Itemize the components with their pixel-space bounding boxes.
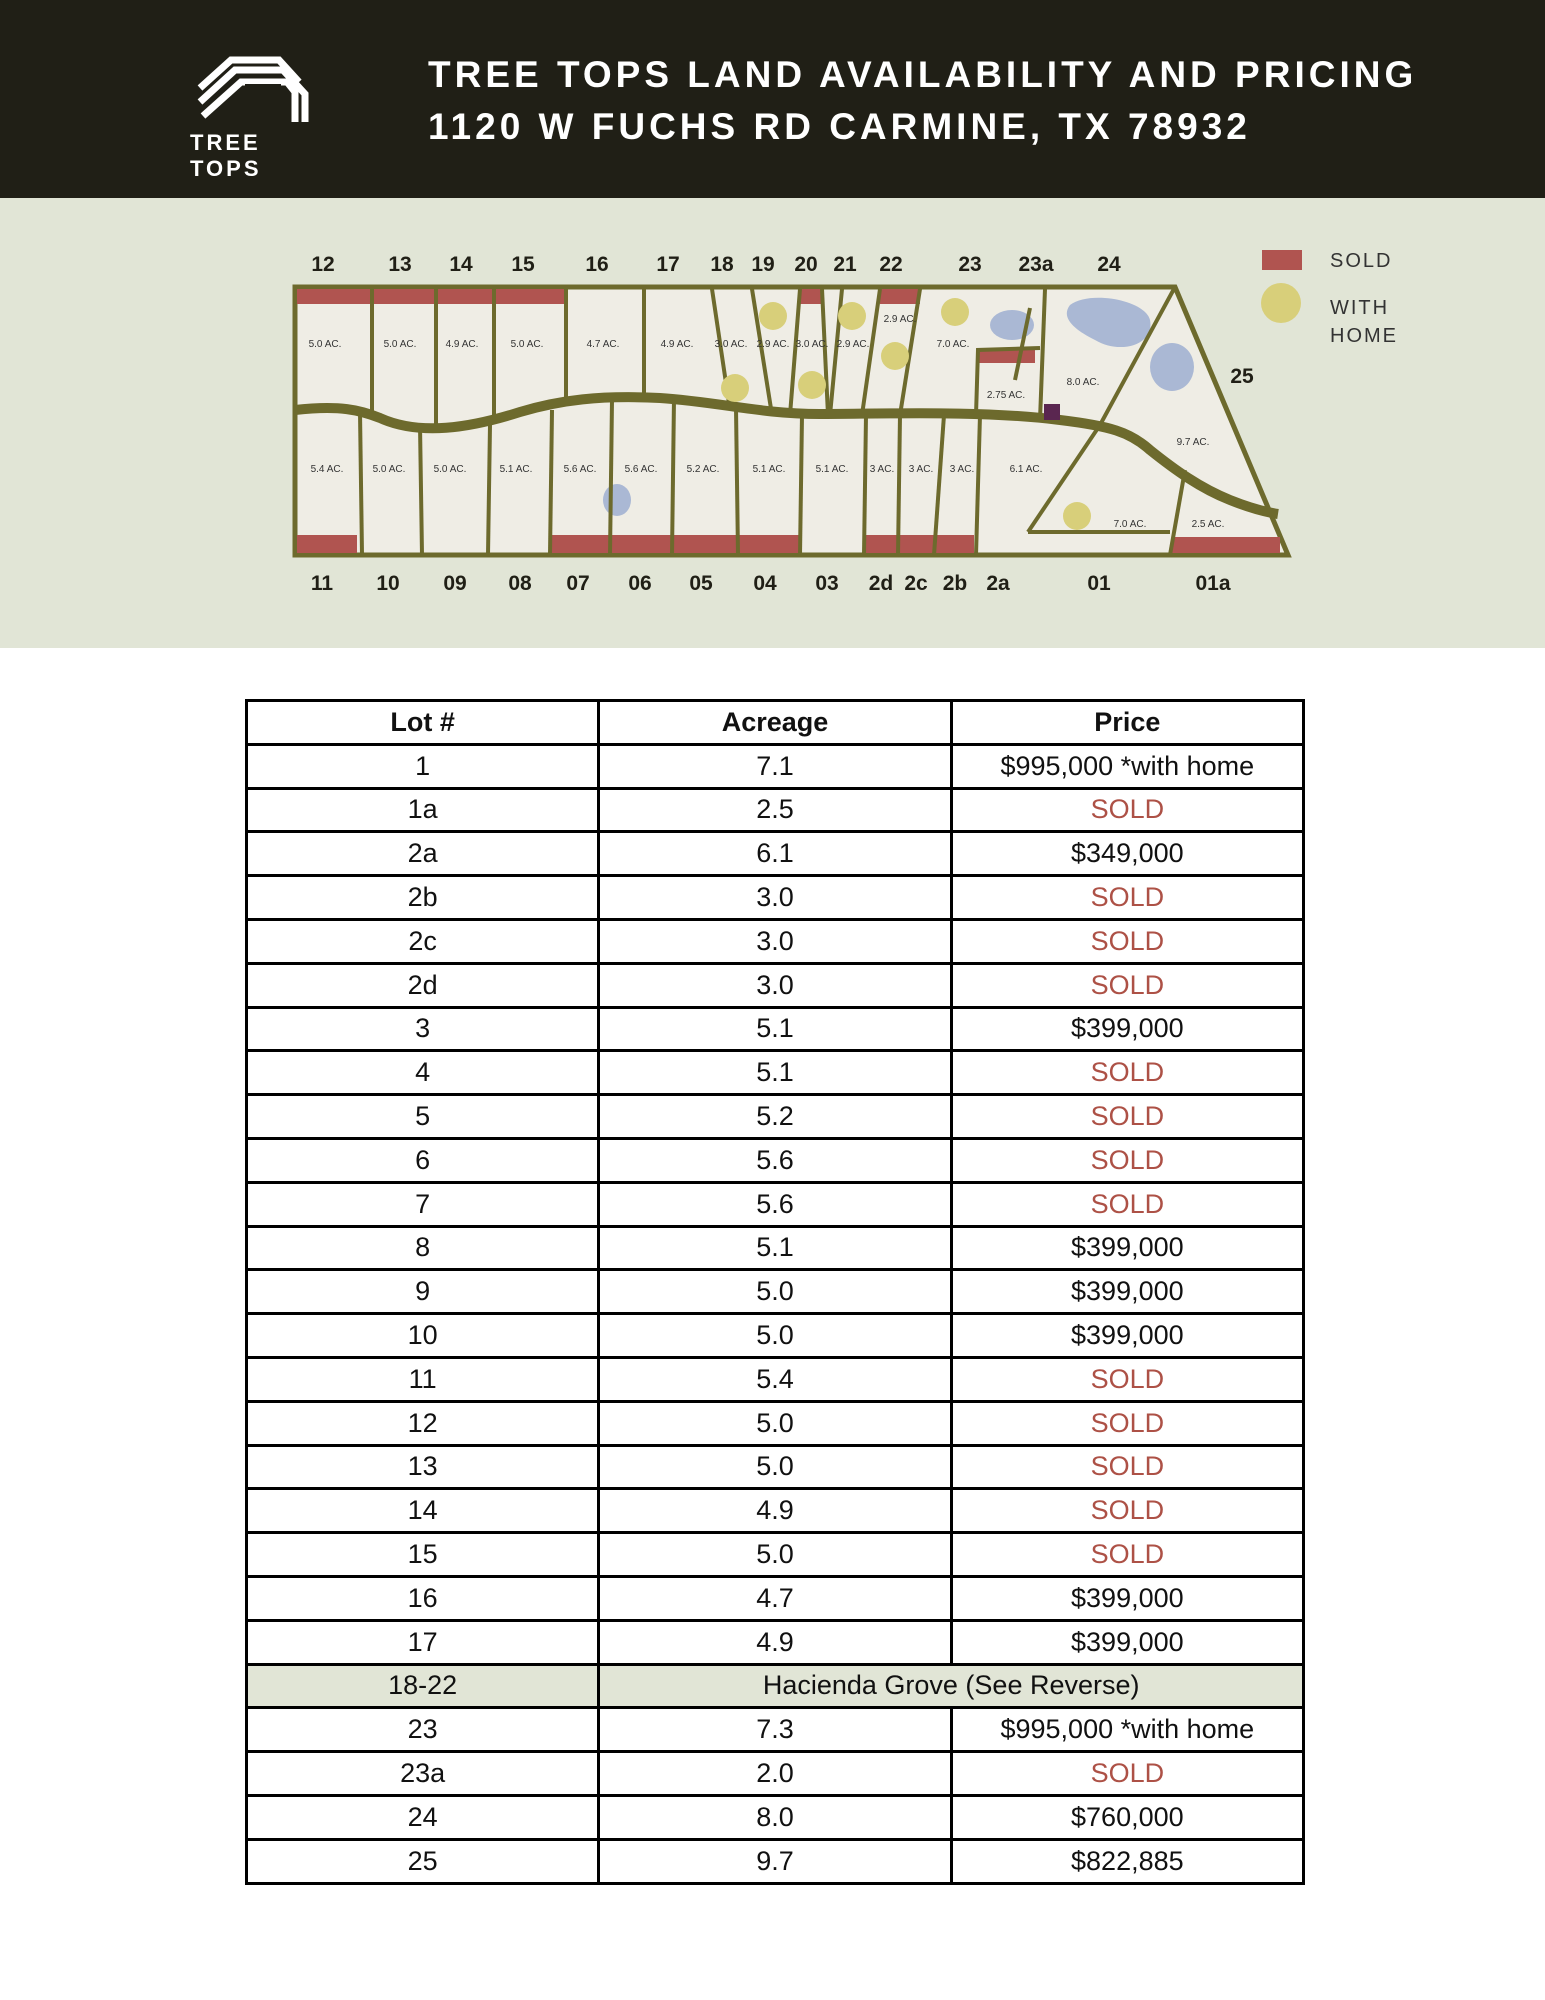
acreage-cell: 5.1 [599, 1226, 951, 1270]
table-row [247, 1314, 1304, 1358]
svg-text:5.1 AC.: 5.1 AC. [499, 464, 533, 475]
svg-text:07: 07 [566, 572, 590, 595]
price-cell-sold: SOLD [951, 1138, 1303, 1182]
lot-cell: 2a [247, 832, 599, 876]
svg-text:16: 16 [585, 253, 609, 276]
lot-cell: 1 [247, 744, 599, 788]
svg-text:05: 05 [689, 572, 713, 595]
map-legend [1261, 250, 1398, 347]
pricing-table [245, 699, 1305, 1885]
lot-cell: 14 [247, 1489, 599, 1533]
price-cell-sold: SOLD [951, 1489, 1303, 1533]
table-row [247, 1226, 1304, 1270]
price-cell-sold: SOLD [951, 1445, 1303, 1489]
lot-cell: 8 [247, 1226, 599, 1270]
svg-text:7.0 AC.: 7.0 AC. [936, 339, 970, 350]
table-row [247, 1795, 1304, 1839]
svg-text:25: 25 [1230, 365, 1254, 388]
hacienda-grove-note: Hacienda Grove (See Reverse) [599, 1664, 1304, 1708]
svg-text:2.9 AC.: 2.9 AC. [883, 314, 917, 325]
svg-text:9.7 AC.: 9.7 AC. [1176, 437, 1210, 448]
table-row [247, 1708, 1304, 1752]
lot-cell: 25 [247, 1839, 599, 1883]
svg-text:2b: 2b [942, 572, 968, 595]
table-row [247, 1401, 1304, 1445]
lot-cell: 7 [247, 1182, 599, 1226]
logo-text: TREE TOPS [190, 130, 262, 181]
price-cell: $995,000 *with home [951, 1708, 1303, 1752]
price-cell: $995,000 *with home [951, 744, 1303, 788]
column-header-acreage: Acreage [599, 701, 951, 745]
price-cell-sold: SOLD [951, 1051, 1303, 1095]
svg-text:7.0 AC.: 7.0 AC. [1113, 519, 1147, 530]
svg-text:23: 23 [958, 253, 982, 276]
price-cell: $399,000 [951, 1314, 1303, 1358]
table-row [247, 1051, 1304, 1095]
price-cell: $399,000 [951, 1620, 1303, 1664]
svg-text:5.1 AC.: 5.1 AC. [815, 464, 849, 475]
table-row [247, 1445, 1304, 1489]
svg-text:09: 09 [443, 572, 467, 595]
svg-text:5.6 AC.: 5.6 AC. [563, 464, 597, 475]
acreage-cell: 4.7 [599, 1576, 951, 1620]
table-row [247, 1138, 1304, 1182]
acreage-cell: 5.1 [599, 1007, 951, 1051]
svg-text:17: 17 [656, 253, 680, 276]
svg-text:5.0 AC.: 5.0 AC. [433, 464, 467, 475]
lot-cell: 16 [247, 1576, 599, 1620]
svg-text:5.0 AC.: 5.0 AC. [372, 464, 406, 475]
svg-text:01: 01 [1087, 572, 1111, 595]
price-cell: $399,000 [951, 1270, 1303, 1314]
svg-text:4.9 AC.: 4.9 AC. [445, 339, 479, 350]
lot-cell: 12 [247, 1401, 599, 1445]
svg-text:5.6 AC.: 5.6 AC. [624, 464, 658, 475]
header [0, 0, 1545, 198]
lot-cell: 17 [247, 1620, 599, 1664]
column-header-price: Price [951, 701, 1303, 745]
acreage-cell: 5.0 [599, 1401, 951, 1445]
svg-text:3.0 AC.: 3.0 AC. [795, 339, 829, 350]
acreage-cell: 5.0 [599, 1445, 951, 1489]
svg-text:2.75 AC.: 2.75 AC. [986, 390, 1026, 401]
legend-sold-label: SOLD [1330, 250, 1393, 272]
svg-text:8.0 AC.: 8.0 AC. [1066, 377, 1100, 388]
price-cell: $399,000 [951, 1576, 1303, 1620]
svg-text:20: 20 [794, 253, 818, 276]
acreage-cell: 3.0 [599, 919, 951, 963]
svg-text:08: 08 [508, 572, 532, 595]
acreage-cell: 2.0 [599, 1752, 951, 1796]
table-row [247, 1357, 1304, 1401]
svg-text:5.0 AC.: 5.0 AC. [308, 339, 342, 350]
legend-with-home-label: WITH [1330, 297, 1390, 319]
lot-cell: 23a [247, 1752, 599, 1796]
acreage-cell: 9.7 [599, 1839, 951, 1883]
svg-text:03: 03 [815, 572, 839, 595]
acreage-cell: 5.6 [599, 1182, 951, 1226]
table-row [247, 1489, 1304, 1533]
acreage-cell: 7.3 [599, 1708, 951, 1752]
table-row [247, 919, 1304, 963]
svg-text:06: 06 [628, 572, 652, 595]
svg-text:01a: 01a [1195, 572, 1231, 595]
price-cell-sold: SOLD [951, 1401, 1303, 1445]
acreage-cell: 3.0 [599, 963, 951, 1007]
svg-text:22: 22 [879, 253, 903, 276]
svg-text:21: 21 [833, 253, 857, 276]
price-cell-sold: SOLD [951, 788, 1303, 832]
svg-text:2d: 2d [868, 572, 894, 595]
lot-cell: 13 [247, 1445, 599, 1489]
lot-cell: 10 [247, 1314, 599, 1358]
svg-text:2c: 2c [904, 572, 928, 595]
acreage-cell: 6.1 [599, 832, 951, 876]
price-cell-sold: SOLD [951, 1752, 1303, 1796]
table-row [247, 744, 1304, 788]
svg-text:4.9 AC.: 4.9 AC. [660, 339, 694, 350]
price-cell: $349,000 [951, 832, 1303, 876]
acreage-cell: 4.9 [599, 1489, 951, 1533]
lot-cell: 23 [247, 1708, 599, 1752]
page-subtitle-address: 1120 W FUCHS RD CARMINE, TX 78932 [428, 106, 1251, 147]
svg-text:19: 19 [751, 253, 775, 276]
svg-text:18: 18 [710, 253, 734, 276]
acreage-cell: 5.0 [599, 1314, 951, 1358]
acreage-cell: 5.1 [599, 1051, 951, 1095]
lot-cell: 9 [247, 1270, 599, 1314]
site-plan-map [0, 198, 1545, 648]
svg-text:14: 14 [449, 253, 473, 276]
svg-text:2a: 2a [986, 572, 1010, 595]
table-row [247, 1095, 1304, 1139]
lot-cell: 15 [247, 1533, 599, 1577]
svg-text:04: 04 [753, 572, 777, 595]
price-cell: $822,885 [951, 1839, 1303, 1883]
svg-text:5.4 AC.: 5.4 AC. [310, 464, 344, 475]
lot-cell: 3 [247, 1007, 599, 1051]
lot-cell: 24 [247, 1795, 599, 1839]
svg-text:4.7 AC.: 4.7 AC. [586, 339, 620, 350]
map-bottom-lot-numbers [311, 572, 1231, 595]
lot-cell: 2c [247, 919, 599, 963]
price-cell-sold: SOLD [951, 1357, 1303, 1401]
structure-marker [1044, 404, 1060, 420]
table-header-row [247, 701, 1304, 745]
acreage-cell: 5.0 [599, 1270, 951, 1314]
svg-text:15: 15 [511, 253, 535, 276]
table-row [247, 1576, 1304, 1620]
acreage-cell: 4.9 [599, 1620, 951, 1664]
price-cell-sold: SOLD [951, 1182, 1303, 1226]
acreage-cell: 5.0 [599, 1533, 951, 1577]
svg-text:3 AC.: 3 AC. [869, 464, 895, 475]
lot-cell: 4 [247, 1051, 599, 1095]
table-row [247, 1839, 1304, 1883]
price-cell-sold: SOLD [951, 919, 1303, 963]
svg-text:24: 24 [1097, 253, 1121, 276]
price-cell: $399,000 [951, 1007, 1303, 1051]
column-header-lot: Lot # [247, 701, 599, 745]
svg-text:6.1 AC.: 6.1 AC. [1009, 464, 1043, 475]
price-cell-sold: SOLD [951, 963, 1303, 1007]
price-cell-sold: SOLD [951, 876, 1303, 920]
svg-text:3 AC.: 3 AC. [908, 464, 934, 475]
acreage-cell: 8.0 [599, 1795, 951, 1839]
lot-cell: 11 [247, 1357, 599, 1401]
price-cell-sold: SOLD [951, 1533, 1303, 1577]
acreage-cell: 3.0 [599, 876, 951, 920]
tree-tops-logo-icon [195, 32, 315, 122]
table-row [247, 788, 1304, 832]
svg-text:5.0 AC.: 5.0 AC. [383, 339, 417, 350]
price-cell-sold: SOLD [951, 1095, 1303, 1139]
table-row [247, 1533, 1304, 1577]
lot-cell: 2b [247, 876, 599, 920]
svg-text:5.0 AC.: 5.0 AC. [510, 339, 544, 350]
svg-text:3.0 AC.: 3.0 AC. [714, 339, 748, 350]
svg-text:3 AC.: 3 AC. [949, 464, 975, 475]
lot-cell: 5 [247, 1095, 599, 1139]
table-row [247, 876, 1304, 920]
svg-text:23a: 23a [1018, 253, 1054, 276]
svg-text:13: 13 [388, 253, 412, 276]
legend-with-home-label-2: HOME [1330, 325, 1398, 347]
lot-cell: 6 [247, 1138, 599, 1182]
acreage-cell: 5.4 [599, 1357, 951, 1401]
acreage-cell: 5.2 [599, 1095, 951, 1139]
acreage-cell: 5.6 [599, 1138, 951, 1182]
svg-text:5.2 AC.: 5.2 AC. [686, 464, 720, 475]
table-row [247, 1007, 1304, 1051]
lot-cell: 1a [247, 788, 599, 832]
table-row [247, 963, 1304, 1007]
table-row [247, 1270, 1304, 1314]
site-plan-svg [0, 198, 1545, 648]
table-row [247, 1182, 1304, 1226]
svg-text:2.9 AC.: 2.9 AC. [836, 339, 870, 350]
acreage-cell: 2.5 [599, 788, 951, 832]
acreage-cell: 7.1 [599, 744, 951, 788]
svg-text:10: 10 [376, 572, 400, 595]
lot-cell: 2d [247, 963, 599, 1007]
table-row-hacienda-grove [247, 1664, 1304, 1708]
price-cell: $399,000 [951, 1226, 1303, 1270]
sold-swatch-icon [1262, 250, 1302, 270]
table-row [247, 1620, 1304, 1664]
table-row [247, 1752, 1304, 1796]
svg-text:2.9 AC.: 2.9 AC. [756, 339, 790, 350]
svg-text:12: 12 [311, 253, 335, 276]
with-home-swatch-icon [1261, 283, 1301, 323]
page-title: TREE TOPS LAND AVAILABILITY AND PRICING [428, 54, 1418, 95]
lot-cell: 18-22 [247, 1664, 599, 1708]
svg-text:5.1 AC.: 5.1 AC. [752, 464, 786, 475]
svg-text:11: 11 [310, 572, 334, 595]
svg-text:2.5 AC.: 2.5 AC. [1191, 519, 1225, 530]
price-cell: $760,000 [951, 1795, 1303, 1839]
table-row [247, 832, 1304, 876]
